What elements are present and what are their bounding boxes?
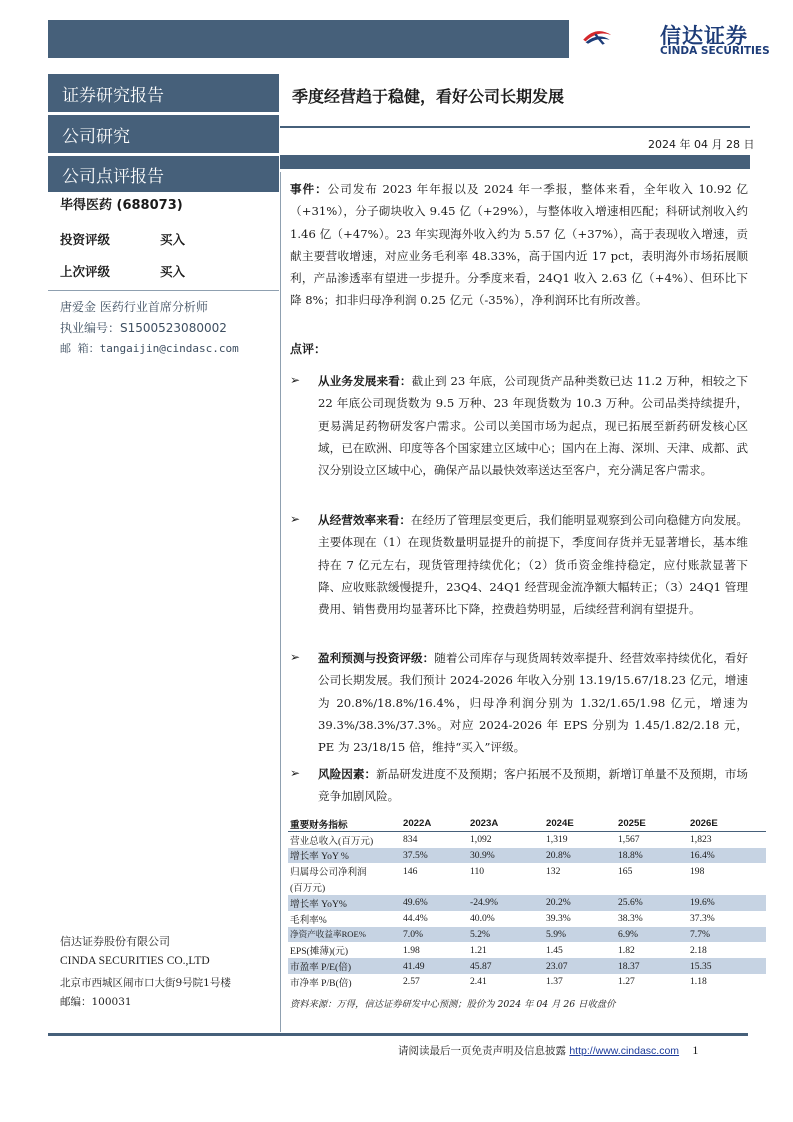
divider — [48, 290, 279, 291]
prev-rating-label: 上次评级 — [60, 264, 111, 279]
table-cell: 1.18 — [690, 976, 707, 988]
report-title: 季度经营趋于稳健，看好公司长期发展 — [292, 87, 565, 106]
bullet-text: 在经历了管理层变更后，我们能明显观察到公司向稳健方向发展。主要体现在（1）在现货数量明显提升的前提下，季度间存货并无显著增长，基本维持在 7 亿元左右，现货管理持续优化；（2）货币资金维持稳定，应付账款显著下降、应收账款缓慢提升，23Q4、24Q1 经营现金流净额大幅转正；（3）24Q1 管理费用、销售费用均显著环比下降，控费趋势明显，后续经营利润有望提升。 — [318, 513, 748, 617]
prev-rating-value: 买入 — [160, 264, 186, 279]
table-cell: 16.4% — [688, 848, 766, 864]
table-cell: 1,319 — [546, 834, 568, 846]
table-row — [288, 911, 766, 927]
rating-label: 投资评级 — [60, 232, 111, 247]
title-rule — [280, 126, 750, 128]
bullet-label: 从经营效率来看： — [318, 513, 411, 527]
table-cell: 1,092 — [470, 834, 492, 846]
table-row — [288, 879, 766, 895]
analyst-email[interactable]: 邮 箱：tangaijin@cindasc.com — [60, 342, 239, 355]
firm-postcode: 邮编：100031 — [60, 996, 132, 1008]
table-cell: 15.35 — [688, 958, 766, 974]
firm-name-cn: 信达证券股份有限公司 — [60, 935, 170, 948]
table-cell: 1.21 — [470, 944, 487, 956]
table-cell: 20.8% — [544, 848, 616, 864]
table-cell: 146 — [403, 865, 418, 877]
bullet-label: 从业务发展来看： — [318, 374, 412, 388]
table-header-cell: 2023A — [468, 816, 544, 832]
bullet-text: 截止到 23 年底，公司现货产品种类数已达 11.2 万种，相较之下 22 年底公司现货数为 9.5 万种、23 年现货数为 10.3 万种。公司品类持续提升，更易满足药物研发客户需求。公司以美国市场为起点，现已拓展至新药研发核心区域，已在欧洲、印度等各个国家建立区域中心；国内在上海、深圳、天津、成都、武汉分别设立区域中心，确保产品以最快效率送达至客户，充分满足客户需求。 — [318, 374, 748, 478]
table-cell: -24.9% — [468, 895, 544, 911]
date-bar — [280, 155, 750, 169]
event-label: 事件： — [290, 182, 328, 196]
table-cell: 1.27 — [618, 976, 635, 988]
table-row-label: 毛利率% — [290, 914, 327, 926]
table-row-label: 营业总收入(百万元) — [290, 835, 374, 847]
table-cell: 132 — [546, 865, 561, 877]
table-row-label: 市净率 P/B(倍) — [290, 977, 352, 989]
table-cell: 37.3% — [690, 913, 715, 925]
brand-name-cn: 信达证券 — [660, 24, 748, 48]
table-cell: 2.41 — [470, 976, 487, 988]
bullet-arrow-icon: ➢ — [290, 650, 301, 664]
table-header-row — [288, 816, 766, 832]
report-subcategory: 公司点评报告 — [48, 156, 279, 192]
analyst-name: 唐爱金 医药行业首席分析师 — [60, 300, 208, 314]
report-date: 2024 年 04 月 28 日 — [648, 138, 755, 151]
page-number: 1 — [692, 1043, 699, 1057]
table-cell: 2.18 — [690, 944, 707, 956]
table-cell: 2.57 — [403, 976, 420, 988]
table-cell: 110 — [470, 865, 485, 877]
rating-value: 买入 — [160, 232, 186, 247]
table-row — [288, 942, 766, 958]
bullet-risk — [318, 763, 748, 808]
company-name: 毕得医药 (688073) — [60, 198, 183, 213]
table-cell — [616, 879, 688, 895]
table-cell: 5.2% — [468, 927, 544, 943]
bullet-text: 新品研发进度不及预期；客户拓展不及预期，新增订单量不及预期，市场竞争加剧风险。 — [318, 767, 748, 804]
table-row — [288, 927, 766, 943]
table-row — [288, 895, 766, 911]
table-header-cell: 重要财务指标 — [288, 816, 401, 832]
table-cell: 25.6% — [616, 895, 688, 911]
table-header-cell: 2026E — [688, 816, 766, 832]
table-cell: 834 — [403, 834, 418, 846]
bullet-arrow-icon: ➢ — [290, 766, 301, 780]
table-cell — [401, 879, 468, 895]
table-row — [288, 958, 766, 974]
comment-label: 点评： — [290, 342, 327, 356]
table-cell: 1.37 — [546, 976, 563, 988]
footer-rule — [48, 1033, 748, 1036]
table-cell: 37.5% — [401, 848, 468, 864]
bullet-arrow-icon: ➢ — [290, 512, 301, 526]
content-left-rule — [280, 172, 281, 1032]
footer-url-link[interactable]: http://www.cindasc.com — [569, 1045, 680, 1057]
report-type: 证券研究报告 — [48, 74, 279, 112]
table-cell: 1,823 — [690, 834, 712, 846]
event-paragraph — [290, 178, 748, 312]
bullet-text: 随着公司库存与现货周转效率提升、经营效率持续优化，看好公司长期发展。我们预计 2024-2026 年收入分别 13.19/15.67/18.23 亿元，增速为 20.8%/18.8%/16.4%，归母净利润分别为 1.32/1.65/1.98 亿元，增速为 39.3%/38.3%/37.3%。对应 2024-2026 年 EPS 分别为 1.45/1.82/2.18 元，PE 为 23/18/15 倍，维持“买入”评级。 — [318, 651, 748, 755]
table-cell: 40.0% — [470, 913, 495, 925]
firm-name-en: CINDA SECURITIES CO.,LTD — [60, 955, 210, 967]
table-cell: 20.2% — [544, 895, 616, 911]
table-source: 资料来源：万得，信达证券研发中心预测；股价为 2024 年 04 月 26 日收盘价 — [290, 999, 616, 1010]
table-cell: 30.9% — [468, 848, 544, 864]
table-row-label: 增长率 YoY % — [288, 848, 401, 864]
table-cell — [688, 879, 766, 895]
table-cell: 45.87 — [468, 958, 544, 974]
table-row — [288, 832, 766, 848]
bullet-arrow-icon: ➢ — [290, 373, 301, 387]
table-cell: 19.6% — [688, 895, 766, 911]
table-row-label: 归属母公司净利润 — [290, 867, 367, 879]
table-cell: 198 — [690, 865, 705, 877]
table-cell: 1.98 — [403, 944, 420, 956]
table-header-cell: 2024E — [544, 816, 616, 832]
brand-name-en: CINDA SECURITIES — [660, 45, 770, 57]
report-category: 公司研究 — [48, 115, 279, 153]
table-row-label: (百万元) — [290, 883, 326, 895]
bullet-label: 盈利预测与投资评级： — [318, 651, 435, 665]
footer — [398, 1043, 698, 1058]
firm-address: 北京市西城区闹市口大街9号院1号楼 — [60, 977, 231, 989]
financial-table — [288, 816, 766, 990]
table-row — [288, 848, 766, 864]
bullet-efficiency — [318, 509, 748, 620]
table-row-label: 净资产收益率ROE% — [288, 927, 401, 943]
bullet-forecast — [318, 647, 748, 758]
table-cell: 23.07 — [544, 958, 616, 974]
table-cell: 38.3% — [618, 913, 643, 925]
table-cell — [468, 879, 544, 895]
table-cell: 18.37 — [616, 958, 688, 974]
bullet-label: 风险因素： — [318, 767, 377, 781]
analyst-license: 执业编号：S1500523080002 — [60, 321, 227, 335]
table-cell: 44.4% — [403, 913, 428, 925]
table-cell: 7.7% — [688, 927, 766, 943]
table-cell — [544, 879, 616, 895]
table-cell: 1,567 — [618, 834, 640, 846]
table-header-cell: 2025E — [616, 816, 688, 832]
table-cell: 41.49 — [401, 958, 468, 974]
table-cell: 5.9% — [544, 927, 616, 943]
event-text: 公司发布 2023 年年报以及 2024 年一季报，整体来看，全年收入 10.92 亿（+31%），分子砌块收入 9.45 亿（+29%），与整体收入增速相匹配；科研试剂收入约 1.46 亿（+47%）。23 年实现海外收入约为 5.57 亿（+37%），高于表现收入增速，贡献主要营收增速，对应业务毛利率 48.33%，高于国内近 17 pct，表明海外市场拓展顺利，产品渗透率有望进一步提升。分季度来看，24Q1 收入 2.63 亿（+4%）、但环比下降 8%；扣非归母净利润 0.25 亿元（-35%），净利润环比有所改善。 — [290, 182, 748, 308]
table-cell: 6.9% — [616, 927, 688, 943]
footer-disclaimer: 请阅读最后一页免责声明及信息披露 — [398, 1045, 566, 1057]
table-row — [288, 863, 766, 879]
table-cell: 39.3% — [546, 913, 571, 925]
bullet-business — [318, 370, 748, 481]
table-row — [288, 974, 766, 990]
table-row-label: EPS(摊薄)(元) — [290, 946, 349, 958]
table-cell: 165 — [618, 865, 633, 877]
table-header-cell: 2022A — [401, 816, 468, 832]
table-cell: 1.82 — [618, 944, 635, 956]
cinda-logo — [580, 14, 660, 60]
table-row-label: 市盈率 P/E(倍) — [288, 958, 401, 974]
table-row-label: 增长率 YoY% — [288, 895, 401, 911]
table-cell: 1.45 — [546, 944, 563, 956]
header-bar — [48, 20, 569, 58]
table-cell: 49.6% — [401, 895, 468, 911]
table-cell: 18.8% — [616, 848, 688, 864]
table-cell: 7.0% — [401, 927, 468, 943]
